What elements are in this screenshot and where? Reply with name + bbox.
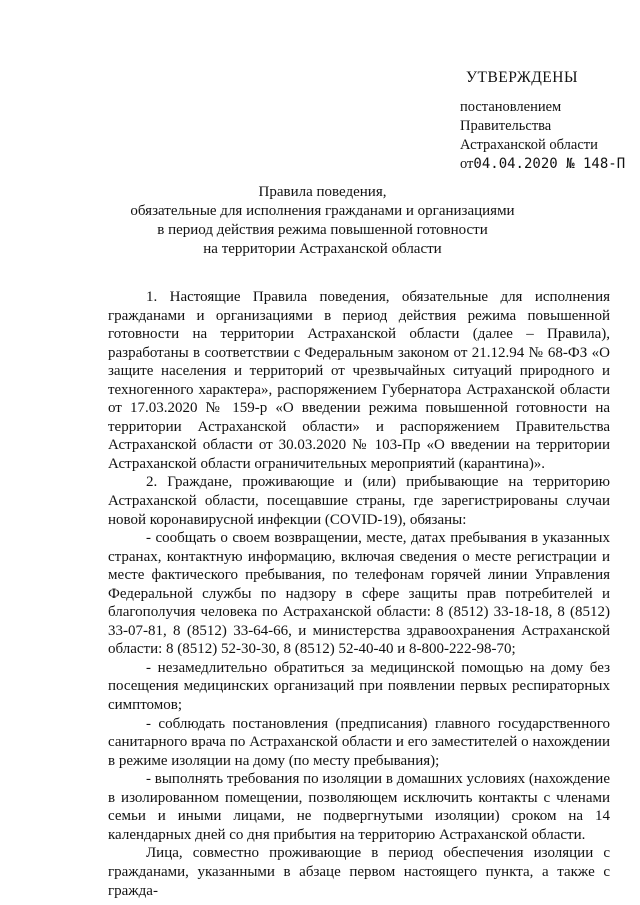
paragraph-1: 1. Настоящие Правила поведения, обязательные для исполнения гражданами и организациями в период действия режима повышенной готовности на территории Астраханской области (далее – Правила), разработаны в соответствии с Федеральным законом от 21.12.94 № 68-ФЗ «О защите населения и территорий от чрезвычайных ситуаций природного и техногенного характера», распоряжением Губернатора Астраханской области от 17.03.2020 № 159-р «О введении режима повышенной готовности на территории Астраханской области» и распоряжением Правительства Астраханской области от 30.03.2020 № 103-Пр «О введении на территории Астраханской области ограничительных мероприятий (карантина)». [108,289,610,472]
title-line-2: обязательные для исполнения гражданами и организациями [130,203,515,219]
approval-line-3: Астраханской области [460,137,598,153]
approval-date-line [460,155,635,174]
paragraph-4: - незамедлительно обратиться за медицинской помощью на дому без посещения медицинских организаций при появлении первых респираторных симптомов; [108,659,610,714]
title-line-3: в период действия режима повышенной готовности [157,222,488,238]
approval-line-1: постановлением [460,99,562,115]
approval-heading: УТВЕРЖДЕНЫ [466,69,578,86]
paragraph-2: 2. Граждане, проживающие и (или) прибывающие на территорию Астраханской области, посещавшие страны, где зарегистрированы случаи новой коронавирусной инфекции (COVID-19), обязаны: [108,474,610,528]
paragraph-6: - выполнять требования по изоляции в домашних условиях (нахождение в изолированном помещении, позволяющем исключить контакты с членами семьи и иными лицами, не подвергнутыми изоляции) сроком на 14 календарных дней со дня прибытия на территорию Астраханской области. [108,771,610,843]
approval-date-value: 04.04.2020 № 148-П [473,156,626,172]
title-line-1: Правила поведения, [258,184,387,200]
paragraph-3: - сообщать о своем возвращении, месте, датах пребывания в указанных странах, контактную информацию, включая сведения о месте регистрации и месте фактического пребывания, по телефонам горячей линии Управления Федеральной службы по надзору в сфере защиты прав потребителей и благополучия человека по Астраханской области: 8 (8512) 33-18-18, 8 (8512) 33-07-81, 8 (8512) 33-64-66, и министерства здравоохранения Астраханской области: 8 (8512) 52-30-30, 8 (8512) 52-40-40 и 8-800-222-98-70; [108,530,610,658]
document-body [108,288,610,900]
approval-stamp [460,68,635,174]
approval-line-2: Правительства [460,118,552,134]
approval-date-prefix: от [460,156,474,172]
title-line-4: на территории Астраханской области [203,241,442,257]
paragraph-7: Лица, совместно проживающие в период обеспечения изоляции с гражданами, указанными в абзаце первом настоящего пункта, а также с гражда- [108,845,610,899]
document-title [95,183,550,259]
paragraph-5: - соблюдать постановления (предписания) главного государственного санитарного врача по Астраханской области и его заместителей о нахождении в режиме изоляции на дому (по месту пребывания); [108,715,610,769]
